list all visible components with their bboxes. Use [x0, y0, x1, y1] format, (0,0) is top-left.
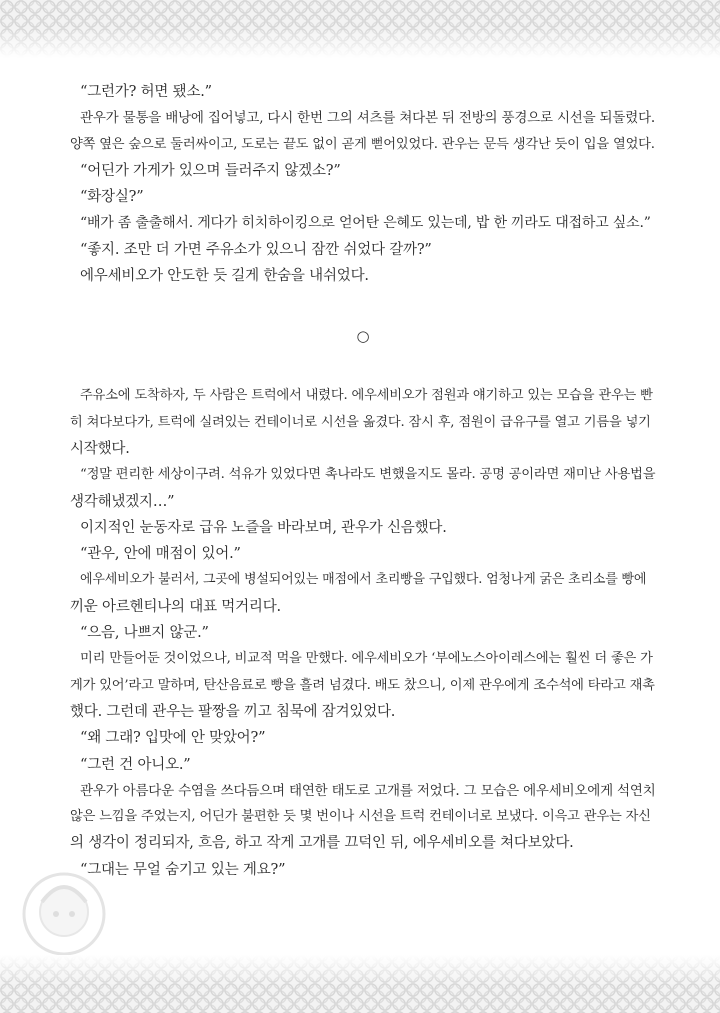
text-line: “으음, 나쁘지 않군.”: [80, 625, 209, 642]
paragraph: [70, 383, 656, 462]
paragraph: [70, 620, 656, 646]
paragraph: [70, 105, 656, 158]
text-line: 에우세비오가 불러서, 그곳에 병설되어있는 매점에서 초리빵을 구입했다. 엄청나게 굵은 초리소를 빵에: [80, 572, 647, 588]
paragraph: [70, 237, 656, 263]
paragraph: [70, 184, 656, 210]
text-line: 끼운 아르헨티나의 대표 먹거리다.: [70, 598, 281, 615]
top-pattern-band: [0, 0, 720, 58]
text-line: 양쪽 옆은 숲으로 둘러싸이고, 도로는 끝도 없이 곧게 뻗어있었다. 관우는 문득 생각난 듯이 입을 열었다.: [70, 136, 655, 152]
text-line: “배가 좀 출출해서. 게다가 히치하이킹으로 얻어탄 은혜도 있는데, 밥 한 끼라도 대접하고 싶소.”: [80, 215, 651, 232]
text-line: “정말 편리한 세상이구려. 석유가 있었다면 촉나라도 변했을지도 몰라. 공명 공이라면 재미난 사용법을: [80, 467, 656, 483]
paragraph: [70, 857, 656, 883]
text-line: 않은 느낌을 주었는지, 어딘가 불편한 듯 몇 번이나 시선을 트럭 컨테이너로 보냈다. 이윽고 관우는 자신: [70, 809, 651, 825]
text-line: 의 생각이 정리되자, 흐음, 하고 작게 고개를 끄덕인 뒤, 에우세비오를 쳐다보았다.: [70, 835, 574, 852]
text-line: “관우, 안에 매점이 있어.”: [80, 546, 241, 563]
text-line: 관우가 물통을 배낭에 집어넣고, 다시 한번 그의 셔츠를 쳐다본 뒤 전방의 풍경으로 시선을 되돌렸다.: [80, 110, 656, 127]
text-line: 생각해냈겠지…”: [70, 493, 175, 510]
paragraph: [70, 752, 656, 778]
text-line: “그런 건 아니오.”: [80, 756, 191, 773]
paragraph: [70, 541, 656, 567]
section-separator: ○: [356, 327, 370, 346]
paragraph: [70, 778, 656, 857]
text-line: 시작했다.: [70, 440, 130, 457]
text-line: 관우가 아름다운 수염을 쓰다듬으며 태연한 태도로 고개를 저었다. 그 모습은 에우세비오에게 석연치: [80, 782, 656, 799]
text-line: 했다. 그런데 관우는 팔짱을 끼고 침묵에 잠겨있었다.: [70, 703, 396, 720]
text-section-2: [70, 383, 656, 883]
text-line: “화장실?”: [80, 189, 144, 206]
text-line: 이지적인 눈동자로 급유 노즐을 바라보며, 관우가 신음했다.: [80, 519, 447, 536]
text-line: “좋지. 조만 더 가면 주유소가 있으니 잠깐 쉬었다 갈까?”: [80, 241, 432, 258]
paragraph: [70, 725, 656, 751]
paragraph: [70, 158, 656, 184]
text-line: 게가 있어’라고 말하며, 탄산음료로 빵을 흘려 넘겼다. 배도 찼으니, 이제 관우에게 조수석에 타라고 재촉: [70, 677, 655, 693]
paragraph: [70, 462, 656, 515]
text-line: “어딘가 가게가 있으며 들러주지 않겠소?”: [80, 162, 341, 179]
text-line: 미리 만들어둔 것이었으나, 비교적 먹을 만했다. 에우세비오가 ‘부에노스아이레스에는 훨씬 더 좋은 가: [80, 651, 653, 667]
paragraph: [70, 263, 656, 289]
page-body: [70, 79, 656, 883]
text-line: 히 쳐다보다가, 트럭에 실려있는 컨테이너로 시선을 옮겼다. 잠시 후, 점원이 급유구를 열고 기름을 넣기: [70, 414, 651, 430]
paragraph: [70, 79, 656, 105]
watermark-illustration: [4, 862, 134, 962]
text-line: “그대는 무얼 숨기고 있는 게요?”: [80, 861, 286, 878]
text-line: 주유소에 도착하자, 두 사람은 트럭에서 내렸다. 에우세비오가 점원과 얘기하고 있는 모습을 관우는 빤: [80, 388, 653, 404]
paragraph: [70, 210, 656, 236]
bottom-pattern-band: [0, 955, 720, 1013]
paragraph: [70, 567, 656, 620]
text-line: “그런가? 허면 됐소.”: [80, 84, 212, 100]
text-section-1: [70, 79, 656, 289]
paragraph: [70, 646, 656, 725]
text-line: 에우세비오가 안도한 듯 길게 한숨을 내쉬었다.: [80, 268, 369, 285]
text-line: “왜 그래? 입맛에 안 맞았어?”: [80, 730, 266, 747]
paragraph: [70, 515, 656, 541]
